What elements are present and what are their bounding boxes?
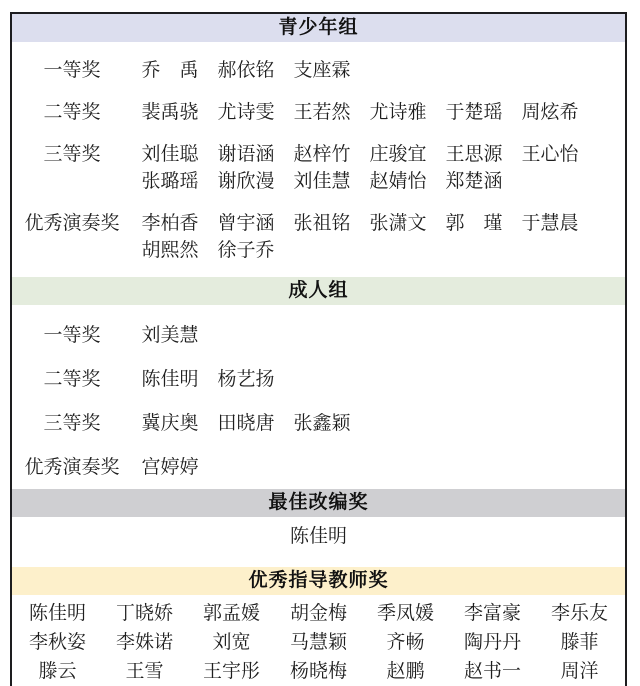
awards-table bbox=[10, 12, 627, 686]
winner-name: 于楚瑶 bbox=[445, 102, 503, 123]
winner-name: 周炫希 bbox=[521, 102, 579, 123]
winner-name: 刘佳聪 bbox=[141, 144, 199, 165]
teacher-name: 李秋姿 bbox=[28, 632, 86, 653]
teacher-name: 王宇彤 bbox=[202, 661, 260, 682]
winner-name: 张祖铭 bbox=[293, 213, 351, 234]
winner-name: 胡熙然 bbox=[141, 240, 199, 261]
winner-name: 尤诗雯 bbox=[217, 102, 275, 123]
winner-name: 徐子乔 bbox=[217, 240, 275, 261]
winner-name: 杨艺扬 bbox=[217, 369, 275, 390]
teacher-grid-row bbox=[14, 599, 623, 628]
award-row-adult-2 bbox=[12, 410, 625, 437]
winner-name: 王心怡 bbox=[521, 144, 579, 165]
winner-name: 曾宇涵 bbox=[217, 213, 275, 234]
winner-name: 王思源 bbox=[445, 144, 503, 165]
winner-name: 郑楚涵 bbox=[445, 171, 503, 192]
winner-name: 张潇文 bbox=[369, 213, 427, 234]
section-header-youth: 青少年组 bbox=[12, 14, 625, 42]
award-label: 优秀演奏奖 bbox=[24, 457, 120, 478]
winner-name: 赵婧怡 bbox=[369, 171, 427, 192]
winner-name: 谢语涵 bbox=[217, 144, 275, 165]
winner-names bbox=[132, 57, 625, 84]
winner-name: 宫婷婷 bbox=[141, 457, 199, 478]
name-line bbox=[132, 99, 625, 126]
teacher-name: 马慧颖 bbox=[289, 632, 347, 653]
teacher-name: 李乐友 bbox=[550, 603, 608, 624]
teacher-grid-row bbox=[14, 657, 623, 686]
teacher-name: 杨晓梅 bbox=[289, 661, 347, 682]
section-header-adaptation: 最佳改编奖 bbox=[12, 489, 625, 517]
teacher-name: 季凤媛 bbox=[376, 603, 434, 624]
teacher-name: 王雪 bbox=[125, 661, 164, 682]
teacher-name: 刘宽 bbox=[212, 632, 251, 653]
winner-names bbox=[132, 99, 625, 126]
name-line bbox=[132, 322, 625, 349]
winner-name: 王若然 bbox=[293, 102, 351, 123]
winner-name: 赵梓竹 bbox=[293, 144, 351, 165]
teacher-name: 赵书一 bbox=[463, 661, 521, 682]
teacher-name: 滕云 bbox=[38, 661, 77, 682]
section-body-youth bbox=[12, 57, 625, 277]
teacher-grid bbox=[12, 595, 625, 686]
section-header-adult: 成人组 bbox=[12, 277, 625, 305]
teacher-name: 胡金梅 bbox=[289, 603, 347, 624]
winner-name: 刘佳慧 bbox=[293, 171, 351, 192]
teacher-name: 周洋 bbox=[560, 661, 599, 682]
teacher-name: 李富豪 bbox=[463, 603, 521, 624]
award-row-adult-0 bbox=[12, 322, 625, 349]
winner-name: 李柏香 bbox=[141, 213, 199, 234]
teacher-name: 赵鹏 bbox=[386, 661, 425, 682]
name-line bbox=[132, 57, 625, 84]
section-header-teachers: 优秀指导教师奖 bbox=[12, 567, 625, 595]
teacher-name: 滕菲 bbox=[560, 632, 599, 653]
winner-name: 陈佳明 bbox=[289, 526, 347, 547]
award-label: 一等奖 bbox=[43, 325, 101, 346]
winner-names bbox=[132, 410, 625, 437]
name-line bbox=[132, 410, 625, 437]
section-body-adult bbox=[12, 322, 625, 489]
winner-name: 支座霖 bbox=[293, 60, 351, 81]
teacher-name: 陈佳明 bbox=[28, 603, 86, 624]
name-line bbox=[132, 141, 625, 168]
award-label: 三等奖 bbox=[43, 144, 101, 165]
winner-name: 张鑫颖 bbox=[293, 413, 351, 434]
award-label: 一等奖 bbox=[43, 60, 101, 81]
winner-names bbox=[132, 366, 625, 393]
name-line bbox=[132, 168, 625, 195]
name-line bbox=[132, 210, 625, 237]
winner-names bbox=[132, 210, 625, 264]
award-row-youth-1 bbox=[12, 99, 625, 126]
winner-name: 陈佳明 bbox=[141, 369, 199, 390]
winner-name: 田晓唐 bbox=[217, 413, 275, 434]
winner-name: 冀庆奥 bbox=[141, 413, 199, 434]
winner-name: 张璐瑶 bbox=[141, 171, 199, 192]
winner-name: 刘美慧 bbox=[141, 325, 199, 346]
teacher-grid-row bbox=[14, 628, 623, 657]
winner-names bbox=[132, 141, 625, 195]
winner-name: 庄骏宜 bbox=[369, 144, 427, 165]
award-label: 三等奖 bbox=[43, 413, 101, 434]
name-line bbox=[132, 366, 625, 393]
teacher-name: 陶丹丹 bbox=[463, 632, 521, 653]
winner-names bbox=[132, 322, 625, 349]
winner-name: 郭 瑾 bbox=[445, 213, 503, 234]
award-label: 二等奖 bbox=[43, 369, 101, 390]
teacher-name: 郭孟媛 bbox=[202, 603, 260, 624]
teacher-name: 丁晓娇 bbox=[115, 603, 173, 624]
award-row-youth-2 bbox=[12, 141, 625, 195]
teacher-name: 李姝诺 bbox=[115, 632, 173, 653]
winner-name: 尤诗雅 bbox=[369, 102, 427, 123]
winner-names bbox=[132, 454, 625, 481]
award-row-youth-0 bbox=[12, 57, 625, 84]
name-line bbox=[132, 237, 625, 264]
winner-name: 郝依铭 bbox=[217, 60, 275, 81]
name-line bbox=[132, 454, 625, 481]
award-row-adult-3 bbox=[12, 454, 625, 481]
award-row-youth-3 bbox=[12, 210, 625, 264]
award-label: 优秀演奏奖 bbox=[24, 213, 120, 234]
teacher-name: 齐畅 bbox=[386, 632, 425, 653]
award-label: 二等奖 bbox=[43, 102, 101, 123]
winner-name: 乔 禹 bbox=[141, 60, 199, 81]
winner-name: 谢欣漫 bbox=[217, 171, 275, 192]
award-row-adult-1 bbox=[12, 366, 625, 393]
winner-name: 于慧晨 bbox=[521, 213, 579, 234]
winner-name: 裴禹骁 bbox=[141, 102, 199, 123]
